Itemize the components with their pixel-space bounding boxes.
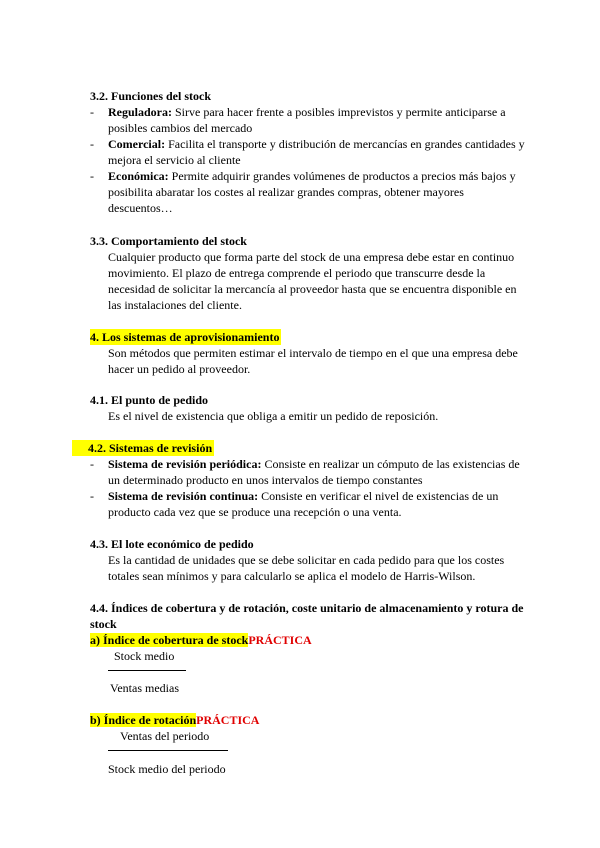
list-item-economica (108, 168, 526, 216)
fraction-line (108, 670, 186, 671)
heading-3-3: 3.3. Comportamiento del stock (90, 234, 247, 248)
index-b-label: b) Índice de rotación (90, 713, 197, 727)
formula-b-denominator: Stock medio del periodo (108, 762, 226, 776)
list-item-comercial (108, 136, 526, 168)
formula-a-numerator: Stock medio (114, 649, 175, 663)
item-text: Facilita el transporte y distribución de mercancías en grandes cantidades y mejora el servicio al cliente (108, 137, 525, 167)
bullet-dash: - (90, 169, 94, 183)
heading-4-1: 4.1. El punto de pedido (90, 393, 209, 407)
index-a-label: a) Índice de cobertura de stock (90, 633, 249, 647)
item-term: Reguladora: (108, 105, 172, 119)
heading-4: 4. Los sistemas de aprovisionamiento (90, 330, 280, 344)
formula-a-denominator: Ventas medias (110, 681, 179, 695)
paragraph-4: Son métodos que permiten estimar el intervalo de tiempo en el que una empresa debe hacer un pedido al proveedor. (108, 346, 518, 376)
bullet-dash: - (90, 105, 94, 119)
heading-4-4: 4.4. Índices de cobertura y de rotación, coste unitario de almacenamiento y rotura de stock (90, 601, 524, 631)
heading-3-2: 3.2. Funciones del stock (90, 89, 212, 103)
item-text: Consiste en verificar el nivel de existencias de un producto cada vez que se produce una recepción o una venta. (108, 489, 499, 519)
bullet-dash: - (90, 137, 94, 151)
fraction-line (108, 750, 228, 751)
item-text: Permite adquirir grandes volúmenes de productos a precios más bajos y posibilita abaratar los costes al realizar grandes compras, obtener mayores descuentos… (108, 169, 516, 215)
heading-4-3: 4.3. El lote económico de pedido (90, 537, 254, 551)
heading-4-2: 4.2. Sistemas de revisión (72, 440, 214, 456)
practica-tag: PRÁCTICA (248, 633, 312, 647)
item-term: Económica: (108, 169, 169, 183)
index-a-line (90, 632, 312, 648)
paragraph-4-1: Es el nivel de existencia que obliga a emitir un pedido de reposición. (108, 409, 439, 423)
paragraph-3-3: Cualquier producto que forma parte del stock de una empresa debe estar en continuo movimiento. El plazo de entrega comprende el periodo que transcurre desde la necesidad de solicitar la mercancía al proveedor hasta que se encuentra disponible en las instalaciones del cliente. (108, 250, 517, 312)
item-term: Comercial: (108, 137, 166, 151)
index-b-line (90, 712, 259, 728)
bullet-dash: - (90, 457, 94, 471)
item-term: Sistema de revisión periódica: (108, 457, 262, 471)
paragraph-4-3: Es la cantidad de unidades que se debe solicitar en cada pedido para que los costes totales sean mínimos y para calcularlo se aplica el modelo de Harris-Wilson. (108, 553, 505, 583)
practica-tag: PRÁCTICA (196, 713, 260, 727)
list-item-reguladora (108, 104, 526, 136)
item-text: Consiste en realizar un cómputo de las existencias de un determinado producto en unos intervalos de tiempo constantes (108, 457, 520, 487)
list-item-revision-continua (108, 488, 526, 520)
formula-b-numerator: Ventas del periodo (120, 729, 210, 743)
bullet-dash: - (90, 489, 94, 503)
item-term: Sistema de revisión continua: (108, 489, 259, 503)
list-item-revision-periodica (108, 456, 526, 488)
item-text: Sirve para hacer frente a posibles imprevistos y permite anticiparse a posibles cambios del mercado (108, 105, 506, 135)
